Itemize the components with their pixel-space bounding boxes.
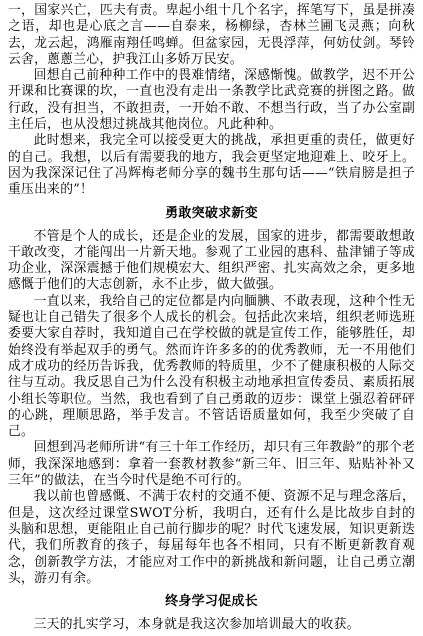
paragraph: 一，国家兴亡，匹夫有责。卑起小组十几个名字，挥笔写下，虽是拼凑之语，却也是心底之言——自泰来，杨柳绿，杏林兰圃飞灵燕；向秋去，龙云起，鸿雁南翔任鸣蝉。但盆家园，无畏浮萍，何妨仗剑。琴铃云舍，蔥蔥兰心，护我江山多娇万民安。: [8, 3, 415, 67]
paragraph: 一直以来，我给自己的定位都是内向腼腆、不敢表现，这种个性无疑也让自己错失了很多个人成长的机会。包括此次来培，组织老师选班委要大家自荐时，我知道自己在学校做的就是宣传工作，能够胜任，却始终没有举起双手的勇气。然而许许多多的的优秀教师，无一不用他们成才成功的经历告诉我，优秀教师的特质里，少不了健康积极的人际交往与互动。我反思自己为什么没有积极主动地承担宣传委员、素质拓展小组长等职位。当然，我也看到了自己勇敢的迈步：课堂上强忍着砰砰的心跳，理顺思路，举手发言。不管话语质量如何，我至少突破了自己。: [8, 293, 415, 440]
section-heading: 勇敢突破求新变: [165, 205, 258, 221]
paragraph: 回想到冯老师所讲“有三十年工作经历，却只有三年教龄”的那个老师，我深深地感到：拿着一套教材教参“新三年、旧三年、贴贴补补又三年”的做法，在当今时代是绝不可行的。: [8, 440, 415, 489]
section-heading: 终身学习促成长: [165, 594, 258, 610]
paragraph: 我以前也曾感慨、不满于农村的交通不便、资源不足与理念落后，但是，这次经过课堂SWOT分析，我明白，还有什么是比故步自封的头脑和思想，更能阻止自己前行脚步的呢？时代飞速发展，知识更新迭代，我们所教育的孩子，每届每年也各不相同，只有不断更新教育观念，创新教学方法，才能应对工作中的新挑战和新问题，让自己勇立潮头，游刃有余。: [8, 489, 415, 586]
section-breakthrough: [8, 206, 415, 588]
paragraph: 三天的扎实学习，本身就是我这次参加培训最大的收获。: [33, 617, 360, 633]
section-lifelong-learning: [8, 594, 415, 633]
paragraph: 不管是个人的成长，还是企业的发展，国家的进步，都需要敢想敢干敢改变，才能闯出一片新天地。参观了工业园的惠科、盐津铺子等成功企业，深深震撼于他们规模宏大、组织严密、扎实高效之余，更多地感慨于他们的大志创新，永不止步，做大做强。: [8, 228, 415, 293]
paragraph: 回想自己前种种工作中的畏难情绪，深感惭愧。做教学，迟不开公开课和比赛课的坎，一直也没有走出一条教学比武竞赛的拼图之路。做行政，没有担当，不敢担责，一开始不敢、不想当行政，当了办公室副主任后，也从没想过挑战其他岗位。凡此种种。: [8, 68, 415, 133]
paragraph: 此时想来，我完全可以接受更大的挑战，承担更重的责任，做更好的自己。我想，以后有需要我的地方，我会更坚定地迎难上、咬牙上。因为我深深记住了冯辉梅老师分享的魏书生那句话——“铁肩膀是担子重压出来的”！: [8, 133, 415, 198]
section-intro: [8, 3, 415, 199]
